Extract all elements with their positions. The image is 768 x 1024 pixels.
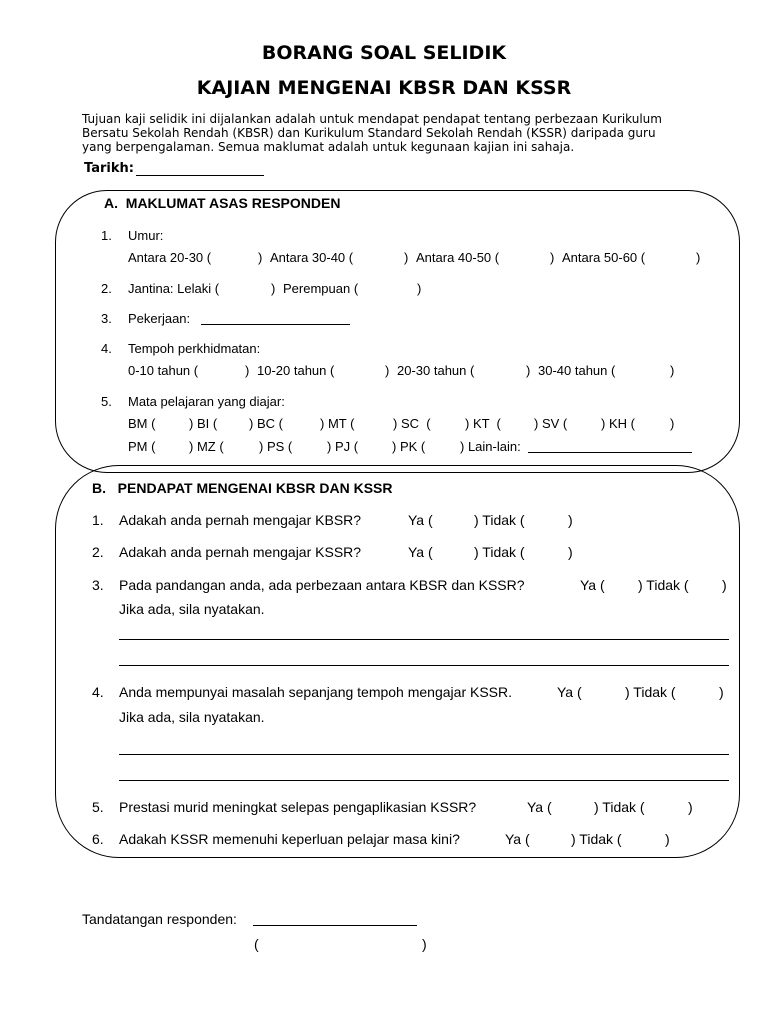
subject-bc[interactable]: ) BC (	[249, 416, 283, 431]
b-q2-ya[interactable]: Ya (	[408, 544, 433, 560]
a-q2-lelaki[interactable]: Jantina: Lelaki (	[128, 281, 220, 296]
b-q3-text: Pada pandangan anda, ada perbezaan antara KBSR dan KSSR?	[119, 577, 525, 593]
a-q4-close3: )	[526, 363, 531, 378]
a-q1-opt2[interactable]: Antara 30-40 (	[270, 250, 354, 265]
b-q5-num: 5.	[92, 799, 104, 815]
a-q1-num: 1.	[101, 228, 112, 243]
signature-name-close: )	[422, 936, 427, 952]
section-b-heading: B. PENDAPAT MENGENAI KBSR DAN KSSR	[92, 480, 393, 496]
b-q6-close: )	[665, 831, 670, 847]
subject-mz[interactable]: ) MZ (	[189, 439, 224, 454]
b-q1-ya[interactable]: Ya (	[408, 512, 433, 528]
b-q3-num: 3.	[92, 577, 104, 593]
b-q4-follow: Jika ada, sila nyatakan.	[119, 709, 265, 725]
b-q3-follow: Jika ada, sila nyatakan.	[119, 601, 265, 617]
form-subtitle: KAJIAN MENGENAI KBSR DAN KSSR	[196, 77, 572, 99]
b-q6-text: Adakah KSSR memenuhi keperluan pelajar masa kini?	[119, 831, 460, 847]
a-q5-num: 5.	[101, 394, 112, 409]
a-q1-close3: )	[550, 250, 555, 265]
subject-row1-close: )	[670, 416, 675, 431]
a-q4-close1: )	[245, 363, 250, 378]
a-q1-label: Umur:	[128, 228, 164, 243]
a-q2-close2: )	[417, 281, 422, 296]
a-q3-label: Pekerjaan:	[128, 311, 191, 326]
a-q4-opt1[interactable]: 0-10 tahun (	[128, 363, 199, 378]
subject-sc[interactable]: ) SC (	[393, 416, 431, 431]
signature-name-open: (	[254, 936, 259, 952]
a-q1-opt3[interactable]: Antara 40-50 (	[416, 250, 500, 265]
b-q1-tidak[interactable]: ) Tidak (	[474, 512, 525, 528]
b-q4-num: 4.	[92, 684, 104, 700]
subject-bm[interactable]: BM (	[128, 416, 156, 431]
subject-bi[interactable]: ) BI (	[189, 416, 218, 431]
a-q4-close4: )	[670, 363, 675, 378]
form-title: BORANG SOAL SELIDIK	[261, 42, 507, 64]
b-q3-answer-line-2[interactable]	[119, 665, 729, 666]
a-q1-close2: )	[404, 250, 409, 265]
a-q4-close2: )	[385, 363, 390, 378]
b-q5-ya[interactable]: Ya (	[527, 799, 552, 815]
subject-pk[interactable]: ) PK (	[392, 439, 426, 454]
b-q2-text: Adakah anda pernah mengajar KSSR?	[119, 544, 362, 560]
b-q6-num: 6.	[92, 831, 104, 847]
pekerjaan-input-line[interactable]	[201, 324, 350, 325]
signature-label: Tandatangan responden:	[82, 911, 237, 927]
b-q2-close: )	[568, 544, 573, 560]
a-q2-close1: )	[271, 281, 276, 296]
a-q4-num: 4.	[101, 341, 112, 356]
intro-line-1: Tujuan kaji selidik ini dijalankan adalah untuk mendapat pendapat tentang perbezaan Kurikulum	[82, 112, 662, 126]
b-q5-tidak[interactable]: ) Tidak (	[594, 799, 645, 815]
lain-lain-input-line[interactable]	[528, 452, 692, 453]
b-q3-ya[interactable]: Ya (	[580, 577, 605, 593]
a-q1-opt4[interactable]: Antara 50-60 (	[562, 250, 646, 265]
a-q4-label: Tempoh perkhidmatan:	[128, 341, 261, 356]
subject-pj[interactable]: ) PJ (	[327, 439, 359, 454]
b-q3-close: )	[722, 577, 727, 593]
tarikh-input-line[interactable]	[136, 175, 264, 176]
b-q1-close: )	[568, 512, 573, 528]
a-q4-opt2[interactable]: 10-20 tahun (	[257, 363, 335, 378]
intro-line-3: yang berpengalaman. Semua maklumat adalah untuk kegunaan kajian ini sahaja.	[82, 140, 575, 154]
a-q4-opt3[interactable]: 20-30 tahun (	[397, 363, 475, 378]
tarikh-label: Tarikh:	[84, 161, 134, 176]
a-q1-opt1[interactable]: Antara 20-30 (	[128, 250, 212, 265]
subject-ps[interactable]: ) PS (	[259, 439, 293, 454]
a-q4-opt4[interactable]: 30-40 tahun (	[538, 363, 616, 378]
b-q1-text: Adakah anda pernah mengajar KBSR?	[119, 512, 362, 528]
subject-mt[interactable]: ) MT (	[320, 416, 355, 431]
subject-sv[interactable]: ) SV (	[534, 416, 568, 431]
section-a-heading: A. MAKLUMAT ASAS RESPONDEN	[104, 195, 341, 211]
signature-input-line[interactable]	[253, 925, 417, 926]
a-q5-label: Mata pelajaran yang diajar:	[128, 394, 285, 409]
b-q4-text: Anda mempunyai masalah sepanjang tempoh mengajar KSSR.	[119, 684, 513, 700]
subject-pm[interactable]: PM (	[128, 439, 156, 454]
b-q4-ya[interactable]: Ya (	[557, 684, 582, 700]
b-q2-num: 2.	[92, 544, 104, 560]
subject-lain-lain[interactable]: ) Lain-lain:	[460, 439, 521, 454]
a-q3-num: 3.	[101, 311, 112, 326]
b-q4-answer-line-2[interactable]	[119, 780, 729, 781]
intro-line-2: Bersatu Sekolah Rendah (KBSR) dan Kurikulum Standard Sekolah Rendah (KSSR) daripada guru	[82, 126, 656, 140]
b-q3-tidak[interactable]: ) Tidak (	[638, 577, 689, 593]
a-q2-num: 2.	[101, 281, 112, 296]
b-q1-num: 1.	[92, 512, 104, 528]
b-q4-answer-line-1[interactable]	[119, 754, 729, 755]
b-q5-text: Prestasi murid meningkat selepas pengaplikasian KSSR?	[119, 799, 477, 815]
b-q3-answer-line-1[interactable]	[119, 639, 729, 640]
b-q6-tidak[interactable]: ) Tidak (	[571, 831, 622, 847]
subject-kt[interactable]: ) KT (	[465, 416, 501, 431]
b-q5-close: )	[688, 799, 693, 815]
b-q4-close: )	[719, 684, 724, 700]
b-q2-tidak[interactable]: ) Tidak (	[474, 544, 525, 560]
subject-kh[interactable]: ) KH (	[601, 416, 635, 431]
a-q1-close4: )	[696, 250, 701, 265]
b-q4-tidak[interactable]: ) Tidak (	[625, 684, 676, 700]
b-q6-ya[interactable]: Ya (	[505, 831, 530, 847]
a-q2-perempuan[interactable]: Perempuan (	[283, 281, 359, 296]
a-q1-close1: )	[258, 250, 263, 265]
